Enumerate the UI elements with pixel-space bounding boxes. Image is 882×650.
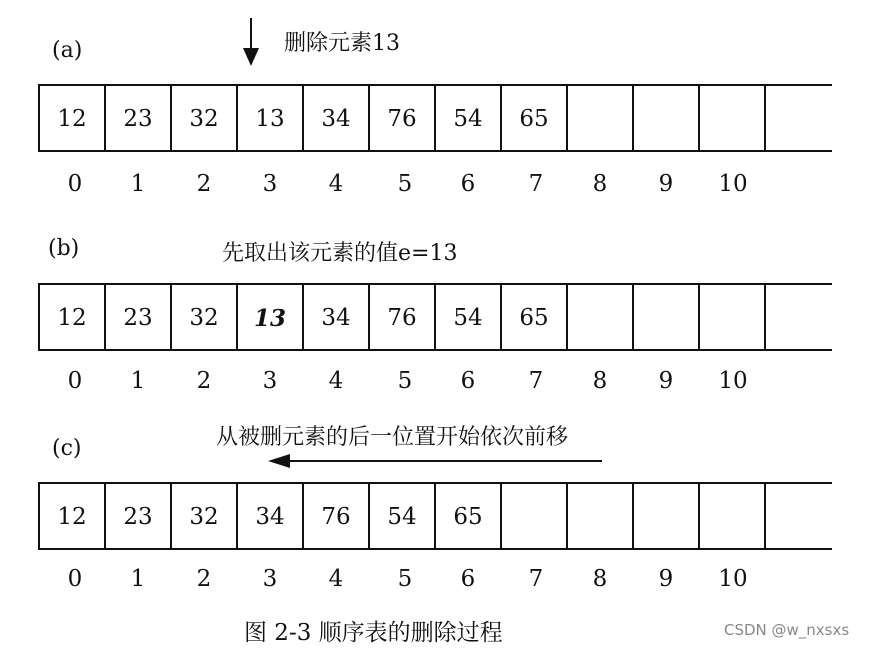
index-label: 6 xyxy=(460,566,476,592)
index-label: 0 xyxy=(67,171,83,197)
array-cell xyxy=(632,84,698,152)
array-cell: 32 xyxy=(170,482,236,550)
array-cell: 54 xyxy=(434,283,500,351)
array-cell xyxy=(764,84,830,152)
array-cell xyxy=(500,482,566,550)
csdn-watermark: CSDN @w_nxsxs xyxy=(724,621,850,639)
array-cell xyxy=(566,283,632,351)
figure-caption: 图 2-3 顺序表的删除过程 xyxy=(244,620,503,646)
array-cell: 65 xyxy=(434,482,500,550)
array-cell xyxy=(698,482,764,550)
array-cell: 54 xyxy=(368,482,434,550)
index-label: 5 xyxy=(397,368,413,394)
section-c-label: (c) xyxy=(52,436,82,461)
array-cell: 76 xyxy=(368,84,434,152)
index-label: 1 xyxy=(130,368,146,394)
index-label: 5 xyxy=(397,566,413,592)
array-cell: 23 xyxy=(104,283,170,351)
section-a-annotation: 删除元素13 xyxy=(284,31,400,56)
array-cell: 65 xyxy=(500,84,566,152)
array-cell: 32 xyxy=(170,283,236,351)
index-label: 9 xyxy=(658,566,674,592)
array-cell: 76 xyxy=(368,283,434,351)
index-label: 4 xyxy=(328,566,344,592)
shift-left-arrow-icon xyxy=(266,450,604,472)
array-cell: 76 xyxy=(302,482,368,550)
array-cell xyxy=(764,482,830,550)
index-label: 1 xyxy=(130,171,146,197)
array-cell: 32 xyxy=(170,84,236,152)
index-label: 2 xyxy=(196,566,212,592)
array-row-a xyxy=(38,84,832,152)
array-cell: 65 xyxy=(500,283,566,351)
array-cell xyxy=(764,283,830,351)
index-label: 1 xyxy=(130,566,146,592)
index-label: 5 xyxy=(397,171,413,197)
index-label: 8 xyxy=(592,566,608,592)
array-cell: 12 xyxy=(38,482,104,550)
array-cell: 54 xyxy=(434,84,500,152)
index-label: 9 xyxy=(658,368,674,394)
index-label: 10 xyxy=(718,171,748,197)
array-cell: 12 xyxy=(38,283,104,351)
array-cell xyxy=(632,482,698,550)
array-cell: 34 xyxy=(302,84,368,152)
index-label: 6 xyxy=(460,368,476,394)
index-label: 7 xyxy=(528,368,544,394)
index-label: 7 xyxy=(528,171,544,197)
section-c-annotation: 从被删元素的后一位置开始依次前移 xyxy=(216,425,569,450)
array-cell xyxy=(632,283,698,351)
array-cell xyxy=(698,84,764,152)
array-cell xyxy=(566,84,632,152)
index-label: 4 xyxy=(328,368,344,394)
index-label: 3 xyxy=(262,171,278,197)
array-cell: 34 xyxy=(302,283,368,351)
array-cell xyxy=(566,482,632,550)
index-label: 3 xyxy=(262,368,278,394)
removed-element-cell: 13 xyxy=(236,283,302,351)
array-cell: 23 xyxy=(104,84,170,152)
index-label: 2 xyxy=(196,171,212,197)
array-cell: 12 xyxy=(38,84,104,152)
section-a-label: (a) xyxy=(52,38,83,63)
index-label: 0 xyxy=(67,368,83,394)
section-b-annotation: 先取出该元素的值e=13 xyxy=(222,241,458,266)
index-label: 9 xyxy=(658,171,674,197)
array-cell xyxy=(698,283,764,351)
index-label: 10 xyxy=(718,368,748,394)
index-label: 7 xyxy=(528,566,544,592)
index-label: 10 xyxy=(718,566,748,592)
delete-arrow-down-icon xyxy=(240,18,262,68)
array-cell: 23 xyxy=(104,482,170,550)
index-label: 8 xyxy=(592,368,608,394)
index-label: 6 xyxy=(460,171,476,197)
index-label: 0 xyxy=(67,566,83,592)
array-row-b xyxy=(38,283,832,351)
array-row-c xyxy=(38,482,832,550)
index-label: 2 xyxy=(196,368,212,394)
index-label: 3 xyxy=(262,566,278,592)
array-cell: 13 xyxy=(236,84,302,152)
array-cell: 34 xyxy=(236,482,302,550)
index-label: 4 xyxy=(328,171,344,197)
index-label: 8 xyxy=(592,171,608,197)
section-b-label: (b) xyxy=(48,236,80,261)
